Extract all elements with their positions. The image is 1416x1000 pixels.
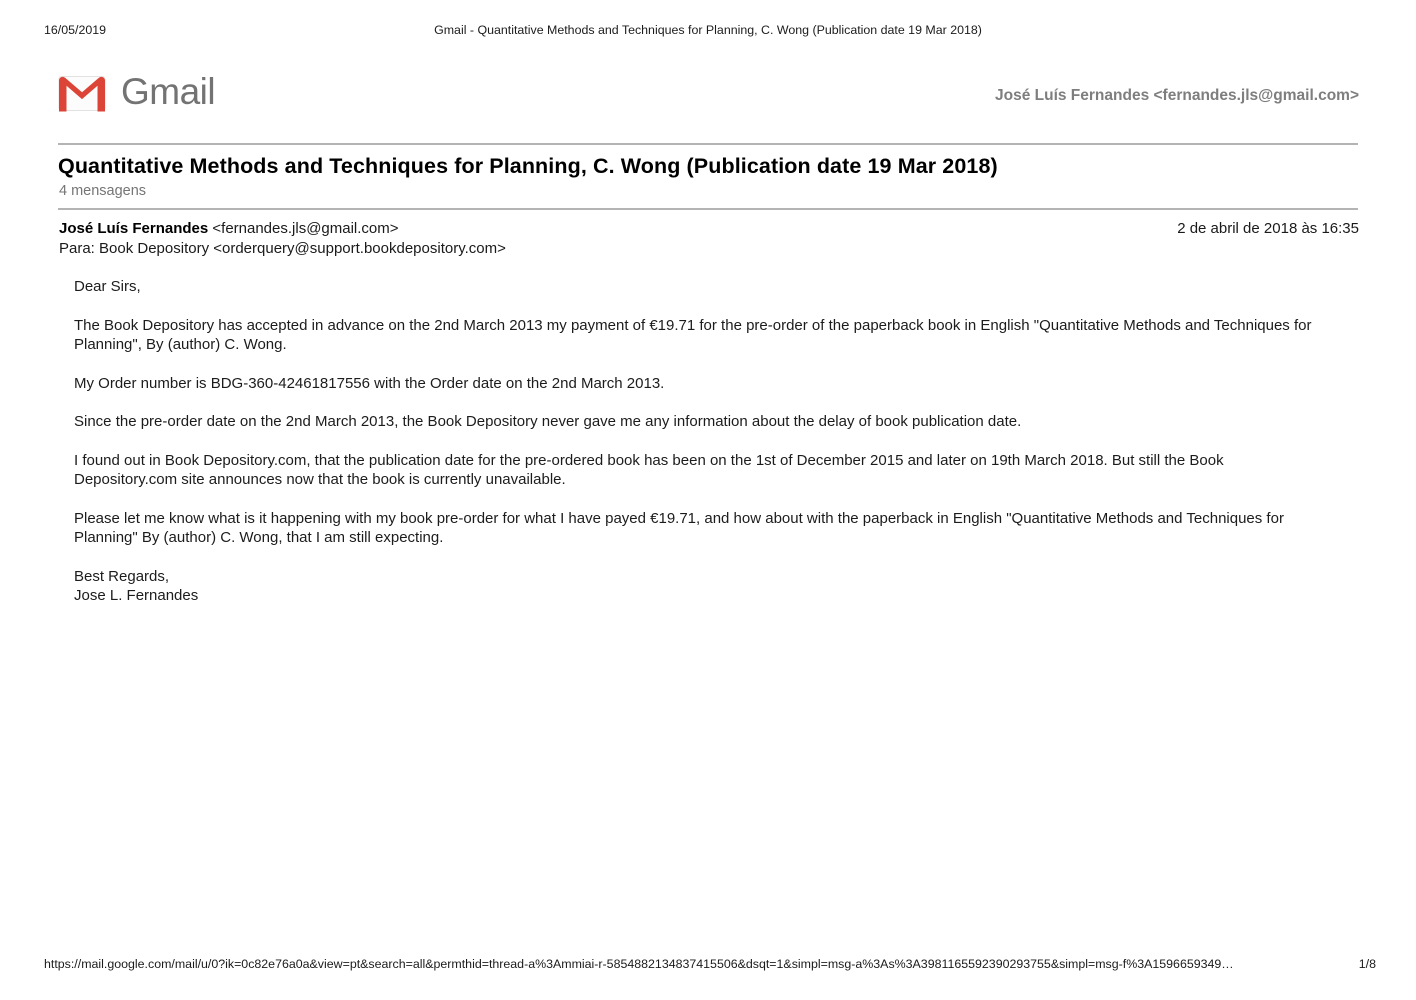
message-count: 4 mensagens xyxy=(59,183,147,199)
message-body xyxy=(74,277,1330,606)
gmail-wordmark: Gmail xyxy=(121,71,216,112)
body-paragraph: Please let me know what is it happening with my book pre-order for what I have payed €19.71, and how about with the paperback in English "Quantitative Methods and Techniques for Planning" By (author) C. Wong, that I am still expecting. xyxy=(74,509,1284,546)
print-page-number: 1/8 xyxy=(1358,957,1376,971)
body-paragraph: My Order number is BDG-360-42461817556 with the Order date on the 2nd March 2013. xyxy=(74,374,665,392)
account-email: José Luís Fernandes <fernandes.jls@gmail.com> xyxy=(995,87,1359,104)
signature-line: Jose L. Fernandes xyxy=(74,587,199,604)
print-footer xyxy=(44,957,1376,971)
thread-subject: Quantitative Methods and Techniques for Planning, C. Wong (Publication date 19 Mar 2018) xyxy=(58,154,998,178)
divider-top xyxy=(58,143,1358,145)
print-footer-url: https://mail.google.com/mail/u/0?ik=0c82e76a0a&view=pt&search=all&permthid=thread-a%3Ammiai-r-5854882134837415506&dsqt=1&simpl=msg-a%3As%3A3981165592390293755&simpl=msg-f%3A1596659349… xyxy=(44,957,1234,971)
signature-line: Best Regards, xyxy=(74,567,170,585)
recipient-line: Para: Book Depository <orderquery@support.bookdepository.com> xyxy=(59,240,506,257)
message-header xyxy=(59,220,1359,237)
sender-name: José Luís Fernandes xyxy=(59,220,209,237)
body-paragraph: I found out in Book Depository.com, that the publication date for the pre-ordered book has been on the 1st of December 2015 and later on 19th March 2018. But still the Book Depository.com site announces now that the book is currently unavailable. xyxy=(74,451,1224,488)
print-date: 16/05/2019 xyxy=(44,23,107,37)
print-header-title: Gmail - Quantitative Methods and Techniques for Planning, C. Wong (Publication date 19 Mar 2018) xyxy=(434,23,982,37)
sender-email: <fernandes.jls@gmail.com> xyxy=(208,220,399,237)
gmail-logo xyxy=(58,73,215,113)
body-paragraphs xyxy=(74,277,1330,548)
body-paragraph: Since the pre-order date on the 2nd March 2013, the Book Depository never gave me any information about the delay of book publication date. xyxy=(74,413,1022,430)
gmail-envelope-icon xyxy=(58,75,106,112)
signature xyxy=(74,567,1330,606)
body-paragraph: Dear Sirs, xyxy=(74,278,141,295)
message-date: 2 de abril de 2018 às 16:35 xyxy=(1177,220,1359,237)
divider-subject xyxy=(58,208,1358,210)
body-paragraph: The Book Depository has accepted in advance on the 2nd March 2013 my payment of €19.71 for the pre-order of the paperback book in English "Quantitative Methods and Techniques for Planning", By (author) C. Wong. xyxy=(74,316,1312,353)
sender-line xyxy=(59,220,399,237)
print-header xyxy=(44,23,1372,39)
